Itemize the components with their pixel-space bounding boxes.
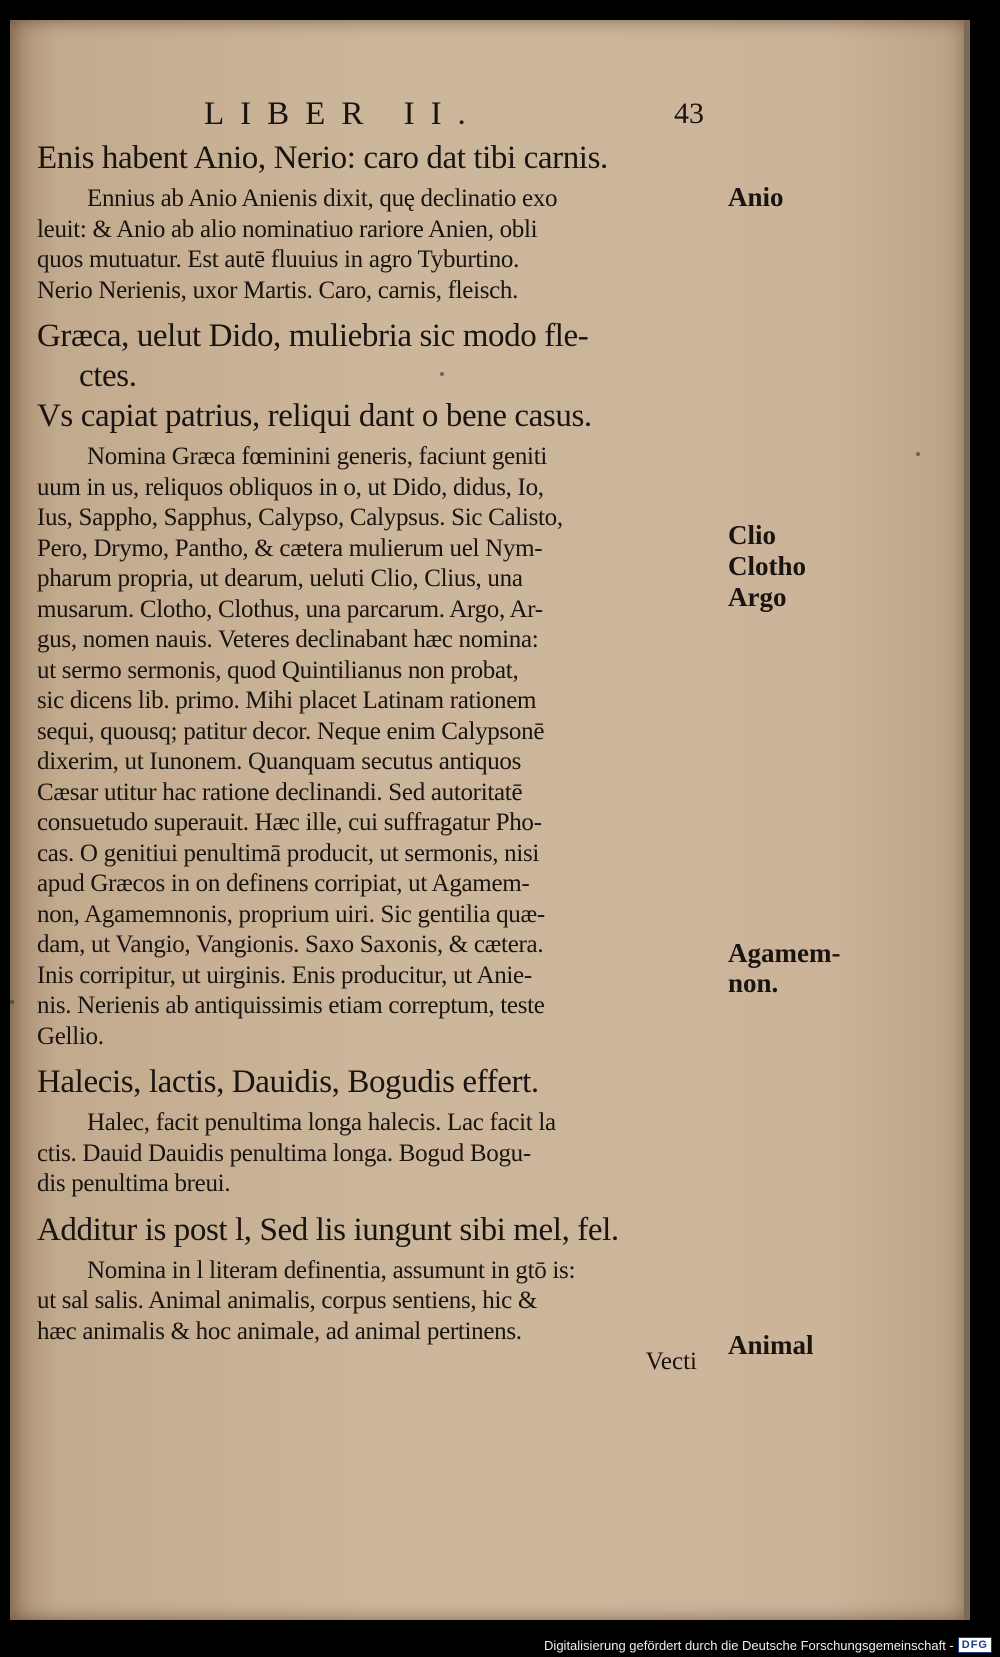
text-line: Nerio Nerienis, uxor Martis. Caro, carnis, fleisch. — [37, 276, 519, 304]
margin-note-clio: Clio — [728, 520, 777, 550]
text-line: apud Græcos in on definens corripiat, ut Agamem- — [37, 870, 530, 897]
spacer — [37, 1200, 727, 1210]
margin-note-argo: Argo — [728, 582, 787, 612]
catchword: Vecti — [645, 1348, 697, 1375]
spacer — [37, 1052, 727, 1062]
page-number: 43 — [674, 97, 704, 130]
text-line: Ennius ab Anio Anienis dixit, quę declinatio exo — [87, 185, 558, 212]
margin-note-anio: Anio — [728, 182, 784, 212]
text-line: Gellio. — [37, 1022, 104, 1050]
verse-line: Additur is post l, Sed lis iungunt sibi mel, fel. — [37, 1211, 619, 1248]
dfg-logo: DFG — [958, 1637, 992, 1653]
text-line: Inis corripitur, ut uirginis. Enis producitur, ut Anie- — [37, 961, 532, 989]
text-line: nis. Nerienis ab antiquissimis etiam correptum, teste — [37, 992, 545, 1019]
text-line: musarum. Clotho, Clothus, una parcarum. Argo, Ar- — [37, 595, 543, 623]
margin-note-agamemnon-2: non. — [728, 968, 779, 998]
text-line: Halec, facit penultima longa halecis. Lac facit la — [87, 1109, 556, 1136]
text-line: Cæsar utitur hac ratione declinandi. Sed autoritatē — [37, 778, 523, 806]
verse-line: ctes. — [79, 358, 137, 394]
paper-speck — [440, 372, 444, 376]
text-line: dixerim, ut Iunonem. Quanquam secutus antiquos — [37, 748, 522, 775]
paper-speck — [10, 1000, 14, 1004]
digitization-footer — [544, 1637, 992, 1653]
verse-line: Enis habent Anio, Nerio: caro dat tibi carnis. — [37, 140, 608, 176]
text-line: ut sal salis. Animal animalis, corpus sentiens, hic & — [37, 1287, 538, 1314]
text-line: Nomina in l literam definentia, assumunt in gtō is: — [87, 1256, 576, 1284]
text-line: Pero, Drymo, Pantho, & cætera mulierum uel Nym- — [37, 534, 543, 562]
running-header — [204, 92, 704, 136]
verse-line: Græca, uelut Dido, muliebria sic modo fle- — [37, 318, 589, 354]
header-title: LIBER II. — [204, 96, 482, 132]
margin-note-animal: Animal — [728, 1330, 814, 1360]
text-line: dam, ut Vangio, Vangionis. Saxo Saxonis, & cætera. — [37, 931, 544, 958]
footer-text: Digitalisierung gefördert durch die Deutsche Forschungsgemeinschaft - — [544, 1637, 954, 1653]
text-line: pharum propria, ut dearum, ueluti Clio, Clius, una — [37, 565, 523, 592]
text-line: sequi, quousq; patitur decor. Neque enim Calypsonē — [37, 717, 545, 745]
text-line: cas. O genitiui penultimā producit, ut sermonis, nisi — [37, 839, 540, 867]
book-page — [10, 20, 970, 1620]
text-line: sic dicens lib. primo. Mihi placet Latinam rationem — [37, 687, 537, 714]
paper-speck — [916, 452, 920, 456]
text-line: ctis. Dauid Dauidis penultima longa. Bogud Bogu- — [37, 1139, 531, 1167]
text-line: ut sermo sermonis, quod Quintilianus non probat, — [37, 656, 519, 684]
page-body — [37, 138, 727, 1377]
verse-line: Vs capiat patrius, reliqui dant o bene casus. — [37, 398, 592, 434]
text-line: Ius, Sappho, Sapphus, Calypso, Calypsus. Sic Calisto, — [37, 504, 563, 531]
text-line: gus, nomen nauis. Veteres declinabant hæc nomina: — [37, 626, 539, 653]
text-line: dis penultima breui. — [37, 1170, 231, 1197]
margin-note-agamemnon-1: Agamem- — [728, 938, 841, 968]
text-line: Nomina Græca fœminini generis, faciunt geniti — [87, 443, 547, 470]
spacer — [37, 306, 727, 316]
text-line: hæc animalis & hoc animale, ad animal pertinens. — [37, 1317, 522, 1345]
text-line: leuit: & Anio ab alio nominatiuo rariore Anien, obli — [37, 215, 538, 243]
text-line: quos mutuatur. Est autē fluuius in agro Tyburtino. — [37, 246, 520, 273]
margin-note-clotho: Clotho — [728, 551, 807, 581]
text-line: non, Agamemnonis, proprium uiri. Sic gentilia quæ- — [37, 900, 545, 928]
text-line: uum in us, reliquos obliquos in o, ut Dido, didus, Io, — [37, 473, 544, 501]
verse-line: Halecis, lactis, Dauidis, Bogudis effert. — [37, 1064, 539, 1100]
text-line: consuetudo superauit. Hæc ille, cui suffragatur Pho- — [37, 809, 542, 836]
